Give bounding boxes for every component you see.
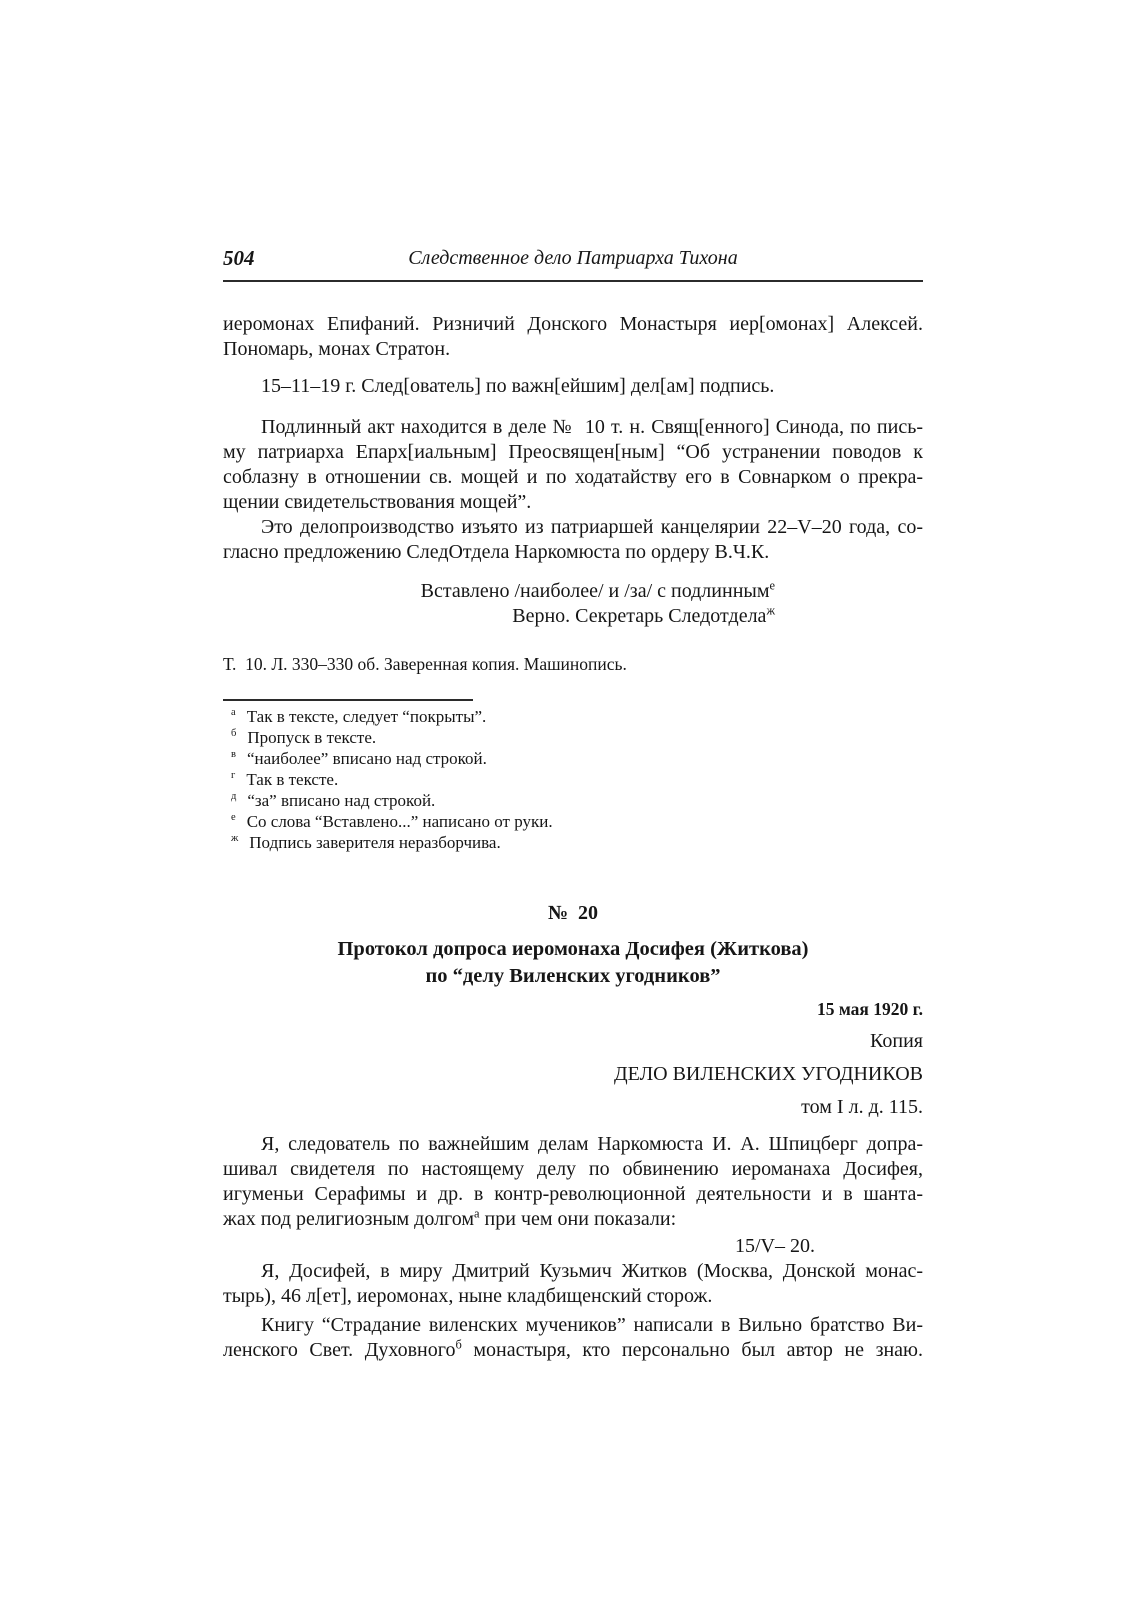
footnote-marker: е [769, 578, 775, 593]
page-number: 504 [223, 246, 255, 270]
document-title [223, 936, 923, 990]
paragraph-original-act [223, 415, 923, 515]
text-segment: ленского Свет. Духовного [223, 1339, 456, 1361]
running-header [223, 246, 923, 282]
inserted-note-text: Вставлено /наиболее/ и /за/ с подлинным [420, 580, 770, 602]
paragraph-continuation [223, 312, 923, 362]
footnote-marker: ж [231, 833, 239, 845]
footnote-text: Так в тексте, следует “покрыты”. [246, 707, 487, 726]
document-number: № 20 [547, 902, 599, 924]
text-line: му патриарха Епарх[иальным] Преосвящен[ным] “Об устранении поводов к [223, 441, 923, 463]
paragraph-witness [223, 1259, 923, 1309]
footnote-marker: ж [766, 603, 775, 618]
footnote-text: Со слова “Вставлено...” написано от руки. [246, 812, 553, 831]
footnote-marker: г [231, 770, 236, 782]
footnote [223, 727, 923, 748]
text-line [223, 1207, 923, 1232]
document-title-line2: по “делу Виленских угодников” [425, 965, 721, 987]
text-line: шивал свидетеля по настоящему делу по обвинению иероманаха Досифея, [223, 1158, 923, 1180]
footnote-marker: в [231, 749, 236, 761]
text-line: щении свидетельствования мощей”. [223, 491, 532, 513]
certified-line [223, 604, 923, 629]
paragraph-case-removed [223, 515, 923, 565]
footnote-text: “за” вписано над строкой. [247, 791, 436, 810]
text-line: соблазну в отношении св. мощей и по ходатайству его в Совнарком о прекра- [223, 466, 923, 488]
footnote-marker: б [231, 728, 237, 740]
paragraph-interrogator [223, 1132, 923, 1232]
footnote [223, 769, 923, 790]
volume-reference: том I л. д. 115. [801, 1096, 923, 1118]
text-line: Книгу “Страдание виленских мучеников” написали в Вильно братство Ви- [261, 1314, 923, 1336]
running-title: Следственное дело Патриарха Тихона [408, 247, 738, 269]
case-title: ДЕЛО ВИЛЕНСКИХ УГОДНИКОВ [613, 1063, 923, 1085]
document-title-line1: Протокол допроса иеромонаха Досифея (Житкова) [337, 938, 809, 960]
inline-date: 15/V– 20. [735, 1235, 815, 1257]
document-date: 15 мая 1920 г. [817, 999, 923, 1019]
text-line: игуменьи Серафимы и др. в контр-революционной деятельности и в шанта- [223, 1183, 923, 1205]
footnote [223, 811, 923, 832]
footnotes-list [223, 706, 923, 853]
footnote-marker: б [455, 1337, 462, 1352]
certified-text: Верно. Секретарь Следотдела [512, 605, 767, 627]
footnote-separator [223, 699, 473, 701]
copy-label: Копия [870, 1030, 923, 1052]
footnote [223, 790, 923, 811]
footnote-text: Пропуск в тексте. [247, 728, 377, 747]
text-line: гласно предложению СледОтдела Наркомюста по ордеру В.Ч.К. [223, 541, 770, 563]
text-line: Я, следователь по важнейшим делам Наркомюста И. А. Шпицберг допра- [261, 1133, 923, 1155]
text-line: тырь), 46 л[ет], иеромонах, ныне кладбищенский сторож. [223, 1285, 713, 1307]
text-line: Я, Досифей, в миру Дмитрий Кузьмич Житков (Москва, Донской монас- [261, 1260, 923, 1282]
paragraph-book [223, 1313, 923, 1363]
footnote-text: Подпись заверителя неразборчива. [249, 833, 501, 852]
text-line: Это делопроизводство изъято из патриаршей канцелярии 22–V–20 года, со- [261, 516, 923, 538]
text-segment: при чем они показали: [479, 1208, 677, 1230]
paragraph-signature [223, 374, 923, 399]
text-line: 15–11–19 г. След[ователь] по важн[ейшим] дел[ам] подпись. [261, 375, 775, 397]
inserted-note-line [223, 579, 923, 604]
footnote-text: Так в тексте. [246, 770, 339, 789]
text-block [223, 0, 923, 1363]
footnote-marker: а [474, 1206, 480, 1221]
text-line: Пономарь, монах Стратон. [223, 338, 451, 360]
footnote-marker: е [231, 812, 236, 824]
text-segment: монастыря, кто персонально был автор не знаю. [461, 1339, 923, 1361]
footnote-marker: д [231, 791, 237, 803]
archival-reference: Т. 10. Л. 330–330 об. Заверенная копия. Машинопись. [223, 654, 627, 674]
footnote [223, 832, 923, 853]
text-line: Подлинный акт находится в деле № 10 т. н. Свящ[енного] Синода, по пись- [261, 416, 923, 438]
footnote-text: “наиболее” вписано над строкой. [246, 749, 487, 768]
text-line [223, 1338, 923, 1363]
footnote [223, 748, 923, 769]
text-segment: жах под религиозным долгом [223, 1208, 475, 1230]
text-line: иеромонах Епифаний. Ризничий Донского Монастыря иер[омонах] Алексей. [223, 313, 923, 335]
footnote-marker: а [231, 707, 236, 719]
footnote [223, 706, 923, 727]
